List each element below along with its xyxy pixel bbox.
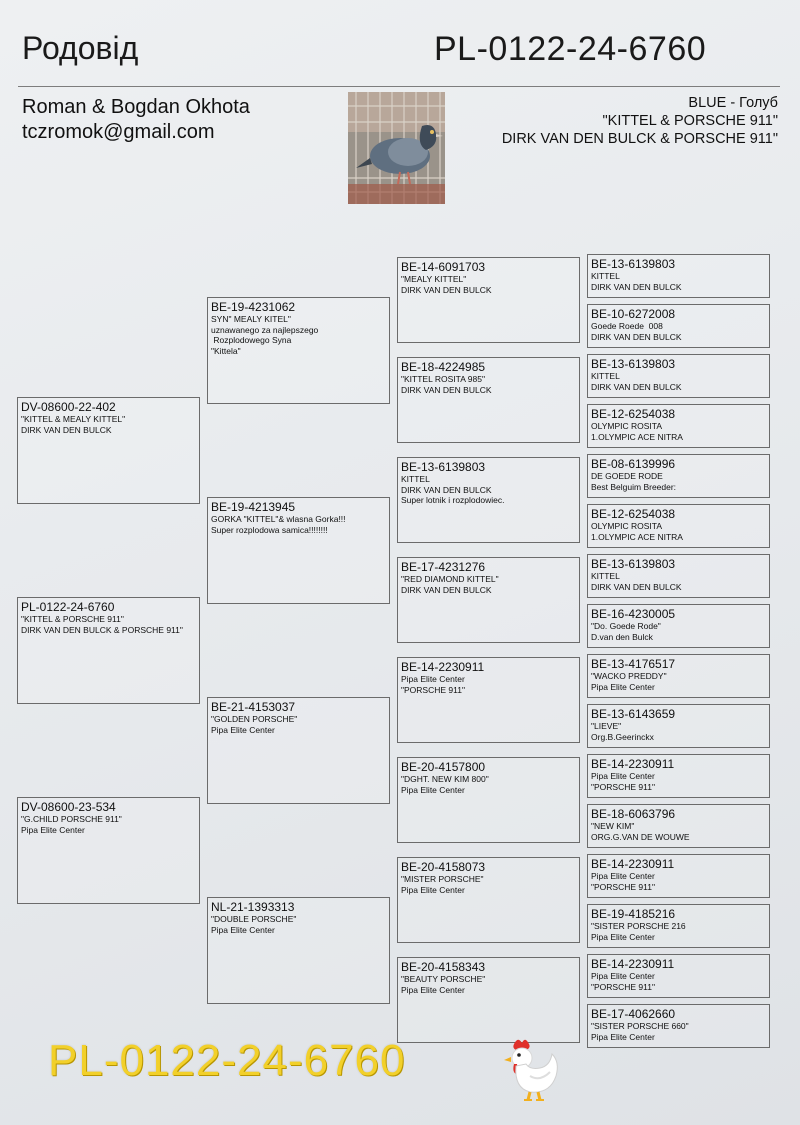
info-line: Super rozplodowa samica!!!!!!!! — [211, 524, 328, 535]
pedigree-box-gen3-8 — [397, 957, 580, 1043]
ring-number: BE-14-2230911 — [591, 957, 675, 971]
info-line: Pipa Elite Center — [591, 971, 655, 981]
info-line: Pipa Elite Center — [591, 771, 655, 781]
info-line: "DOUBLE PORSCHE" — [211, 914, 297, 924]
info-line: D.van den Bulck — [591, 631, 653, 642]
info-line: "KITTEL ROSITA 985" — [401, 374, 485, 384]
ring-number: BE-18-6063796 — [591, 807, 676, 821]
info-line: "PORSCHE 911" — [591, 781, 655, 792]
ring-number: BE-17-4062660 — [591, 1007, 676, 1021]
pigeon-name: "KITTEL & PORSCHE 911" — [602, 113, 778, 129]
pedigree-box-gen4-4 — [587, 404, 770, 448]
info-line: "KITTEL & PORSCHE 911" — [21, 614, 124, 624]
info-line: "Do. Goede Rode" — [591, 621, 661, 631]
ring-number: BE-19-4213945 — [211, 500, 296, 514]
pigeon-breeder: DIRK VAN DEN BULCK & PORSCHE 911" — [501, 131, 778, 147]
pedigree-box-gen4-15 — [587, 954, 770, 998]
ring-number: BE-14-2230911 — [401, 660, 485, 674]
info-line: "SISTER PORSCHE 660" — [591, 1021, 689, 1031]
info-line: Pipa Elite Center — [211, 724, 275, 735]
info-line: DIRK VAN DEN BULCK — [21, 424, 112, 435]
ring-number: BE-14-2230911 — [591, 757, 675, 771]
pedigree-box-gen4-11 — [587, 754, 770, 798]
info-line: "G.CHILD PORSCHE 911" — [21, 814, 122, 824]
info-line: "PORSCHE 911" — [591, 981, 655, 992]
pedigree-box-gen1-3 — [17, 797, 200, 904]
info-line: DIRK VAN DEN BULCK — [401, 484, 492, 495]
ring-number: PL-0122-24-6760 — [21, 600, 115, 614]
pedigree-box-gen4-6 — [587, 504, 770, 548]
pedigree-box-gen4-9 — [587, 654, 770, 698]
ring-number: BE-18-4224985 — [401, 360, 486, 374]
info-line: KITTEL — [591, 571, 620, 581]
info-line: "MISTER PORSCHE" — [401, 874, 484, 884]
info-line: "GOLDEN PORSCHE" — [211, 714, 298, 724]
info-line: "WACKO PREDDY" — [591, 671, 667, 681]
info-line: KITTEL — [401, 474, 430, 484]
ring-number: BE-14-6091703 — [401, 260, 486, 274]
chicken-icon — [500, 1036, 562, 1104]
pedigree-box-gen2-2 — [207, 497, 390, 604]
info-line: DIRK VAN DEN BULCK — [591, 281, 682, 292]
info-line: 1.OLYMPIC ACE NITRA — [591, 531, 683, 542]
info-line: DIRK VAN DEN BULCK — [591, 581, 682, 592]
ring-number: BE-20-4158073 — [401, 860, 486, 874]
info-line: Pipa Elite Center — [591, 681, 655, 692]
ring-number: BE-19-4185216 — [591, 907, 676, 921]
owner-name: Roman & Bogdan Okhota — [22, 96, 250, 118]
info-line: 1.OLYMPIC ACE NITRA — [591, 431, 683, 442]
pedigree-box-gen2-4 — [207, 897, 390, 1004]
info-line: Rozplodowego Syna — [211, 335, 292, 345]
info-line: SYN" MEALY KITEL" — [211, 314, 291, 324]
info-line: KITTEL — [591, 371, 620, 381]
pedigree-box-gen4-7 — [587, 554, 770, 598]
owner-email: tczromok@gmail.com — [22, 121, 215, 143]
info-line: DIRK VAN DEN BULCK — [591, 331, 682, 342]
ring-number: BE-13-6143659 — [591, 707, 676, 721]
pedigree-box-gen4-3 — [587, 354, 770, 398]
ring-number: BE-20-4158343 — [401, 960, 486, 974]
ring-number: BE-21-4153037 — [211, 700, 296, 714]
info-line: uznawanego za najlepszego — [211, 324, 319, 335]
page-title: Родовід — [22, 30, 139, 66]
info-line: GORKA "KITTEL"& wlasna Gorka!!! — [211, 514, 346, 524]
pedigree-box-gen4-10 — [587, 704, 770, 748]
info-line: OLYMPIC ROSITA — [591, 421, 663, 431]
ring-number: BE-10-6272008 — [591, 307, 676, 321]
ring-number: BE-19-4231062 — [211, 300, 296, 314]
info-line: Super lotnik i rozplodowiec. — [401, 495, 505, 505]
ring-number: BE-08-6139996 — [591, 457, 676, 471]
info-line: Pipa Elite Center — [591, 871, 655, 881]
info-line: "KITTEL & MEALY KITTEL" — [21, 414, 126, 424]
info-line: "MEALY KITTEL" — [401, 274, 467, 284]
info-line: "BEAUTY PORSCHE" — [401, 974, 486, 984]
info-line: "Kittela" — [211, 345, 241, 356]
info-line: "LIEVE" — [591, 721, 622, 731]
info-line: Pipa Elite Center — [401, 884, 465, 895]
pedigree-box-gen1-1 — [17, 397, 200, 504]
info-line: Pipa Elite Center — [401, 784, 465, 795]
ring-number-header: PL-0122-24-6760 — [434, 30, 707, 68]
pedigree-box-gen4-14 — [587, 904, 770, 948]
info-line: Best Belguim Breeder: — [591, 481, 677, 492]
ring-number: BE-12-6254038 — [591, 507, 676, 521]
color-sex: BLUE - Голуб — [688, 95, 778, 111]
footer-ring-number: PL-0122-24-6760 — [48, 1036, 406, 1085]
pedigree-box-gen4-1 — [587, 254, 770, 298]
pedigree-box-gen2-3 — [207, 697, 390, 804]
info-line: Pipa Elite Center — [401, 984, 465, 995]
ring-number: DV-08600-22-402 — [21, 400, 116, 414]
info-line: DIRK VAN DEN BULCK — [401, 384, 492, 395]
info-line: DIRK VAN DEN BULCK — [401, 584, 492, 595]
info-line: DIRK VAN DEN BULCK & PORSCHE 911" — [21, 624, 183, 635]
info-line: OLYMPIC ROSITA — [591, 521, 663, 531]
info-line: Org.B.Geerinckx — [591, 731, 654, 742]
pedigree-box-gen3-1 — [397, 257, 580, 343]
info-line: "DGHT. NEW KIM 800" — [401, 774, 489, 784]
ring-number: BE-13-6139803 — [591, 557, 676, 571]
info-line: Pipa Elite Center — [21, 824, 85, 835]
info-line: "RED DIAMOND KITTEL" — [401, 574, 499, 584]
pedigree-box-gen3-7 — [397, 857, 580, 943]
ring-number: BE-12-6254038 — [591, 407, 676, 421]
pedigree-box-gen4-2 — [587, 304, 770, 348]
info-line: DIRK VAN DEN BULCK — [401, 284, 492, 295]
info-line: Goede Roede 008 — [591, 321, 663, 331]
info-line: "SISTER PORSCHE 216 — [591, 921, 686, 931]
info-line: "NEW KIM" — [591, 821, 635, 831]
info-line: KITTEL — [591, 271, 620, 281]
ring-number: BE-13-6139803 — [401, 460, 486, 474]
pedigree-box-gen3-2 — [397, 357, 580, 443]
pedigree-box-gen3-3 — [397, 457, 580, 543]
info-line: Pipa Elite Center — [591, 931, 655, 942]
info-line: ORG.G.VAN DE WOUWE — [591, 831, 690, 842]
pedigree-box-gen4-13 — [587, 854, 770, 898]
pedigree-box-gen4-12 — [587, 804, 770, 848]
header-divider — [18, 86, 780, 87]
ring-number: DV-08600-23-534 — [21, 800, 116, 814]
ring-number: BE-17-4231276 — [401, 560, 486, 574]
ring-number: BE-14-2230911 — [591, 857, 675, 871]
ring-number: BE-13-6139803 — [591, 257, 676, 271]
pedigree-box-gen2-1 — [207, 297, 390, 404]
info-line: "PORSCHE 911" — [591, 881, 655, 892]
ring-number: NL-21-1393313 — [211, 900, 295, 914]
info-line: DE GOEDE RODE — [591, 471, 663, 481]
pedigree-box-gen3-4 — [397, 557, 580, 643]
pigeon-description — [418, 94, 778, 148]
pedigree-box-gen4-8 — [587, 604, 770, 648]
pedigree-box-gen4-5 — [587, 454, 770, 498]
info-line: "PORSCHE 911" — [401, 684, 465, 695]
info-line: Pipa Elite Center — [591, 1031, 655, 1042]
owner-block — [22, 95, 250, 145]
ring-number: BE-16-4230005 — [591, 607, 676, 621]
info-line: DIRK VAN DEN BULCK — [591, 381, 682, 392]
pedigree-box-gen3-6 — [397, 757, 580, 843]
pedigree-box-gen3-5 — [397, 657, 580, 743]
info-line: Pipa Elite Center — [401, 674, 465, 684]
pedigree-box-gen4-16 — [587, 1004, 770, 1048]
pedigree-box-gen1-2 — [17, 597, 200, 704]
ring-number: BE-20-4157800 — [401, 760, 486, 774]
ring-number: BE-13-4176517 — [591, 657, 676, 671]
ring-number: BE-13-6139803 — [591, 357, 676, 371]
info-line: Pipa Elite Center — [211, 924, 275, 935]
